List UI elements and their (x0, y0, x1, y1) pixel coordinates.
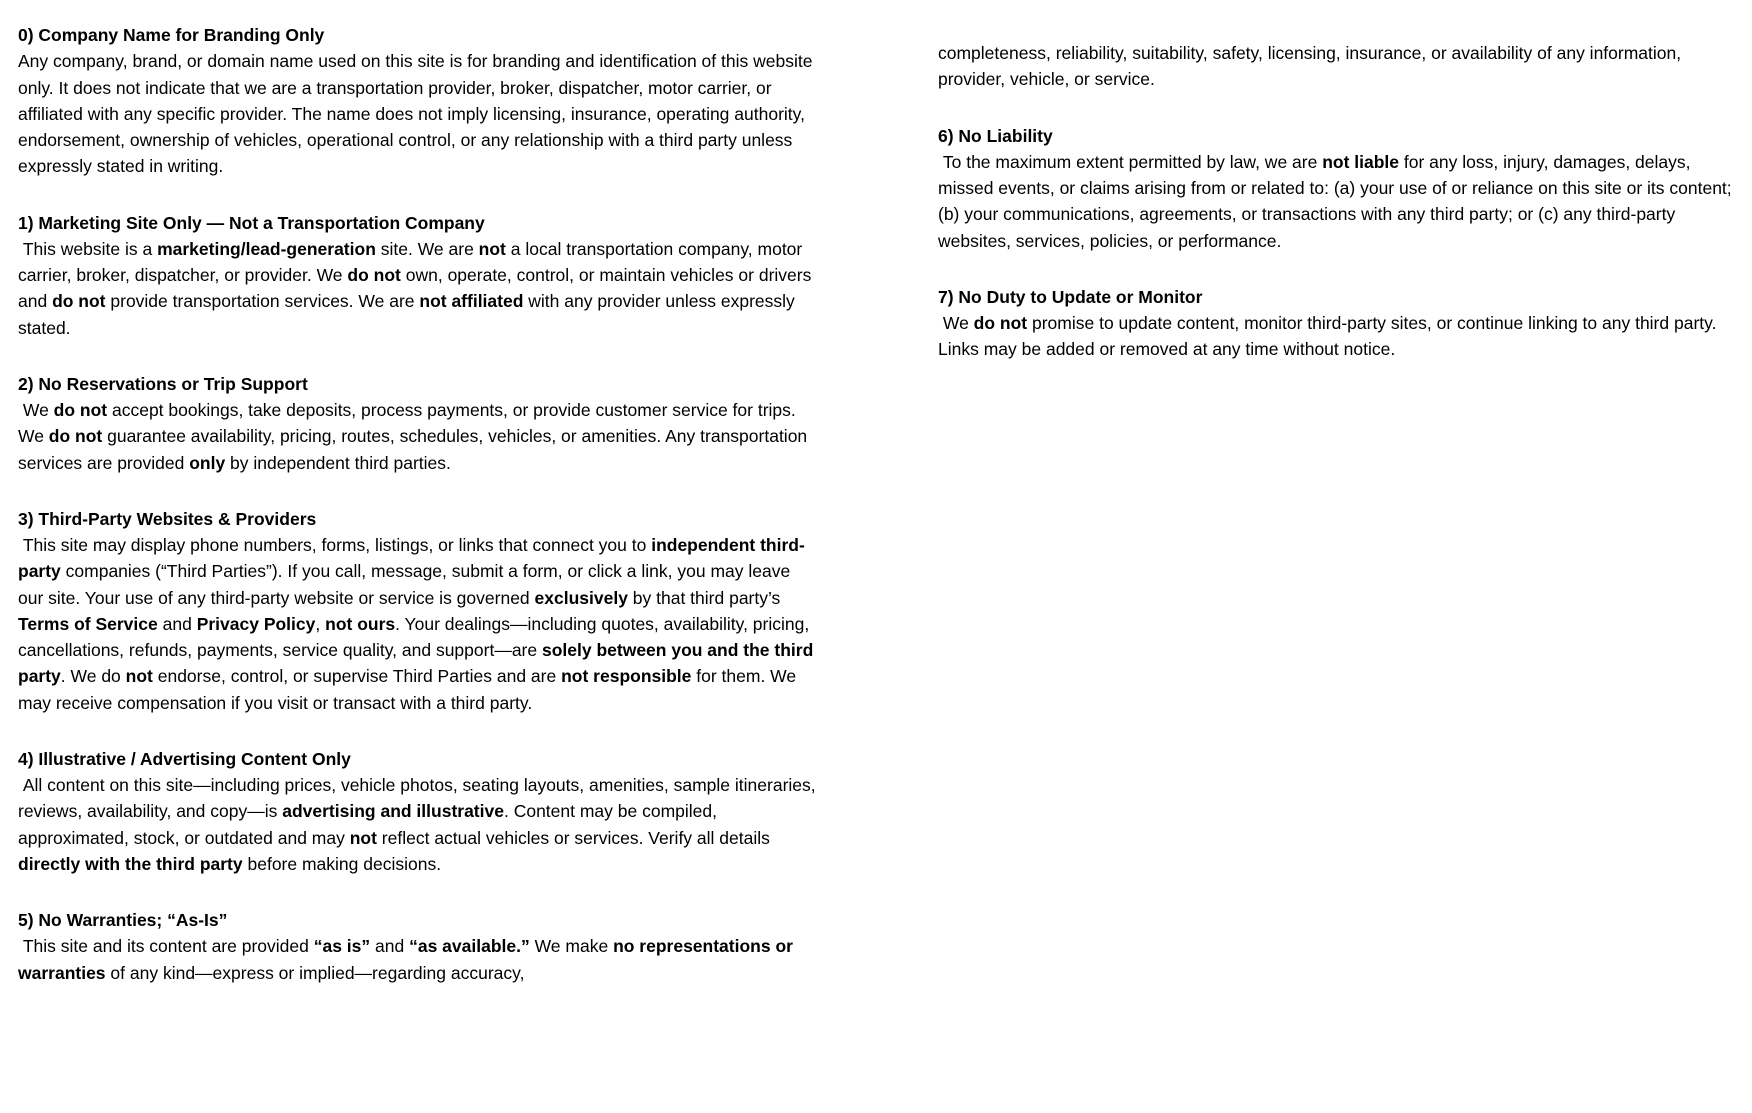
body-text: for any loss, injury, damages, delays, missed events, or claims arising from or related to: (a) your use of or reliance on this site or its content; (b) your communications, agreements, or transactions with any third party; or (c) any third-party websites, services, policies, or performance. (938, 151, 1732, 251)
body-text: promise to update content, monitor third-party sites, or continue linking to any third party. Links may be added or removed at any time without notice. (938, 313, 1717, 360)
body-text: This website is a (18, 238, 158, 259)
body-text: Any company, brand, or domain name used on this site is for branding and identification of this website only. It does not indicate that we are a transportation provider, broker, dispatcher, motor carrier, or affiliated with any specific provider. The name does not imply licensing, insurance, operating authority, endorsement, ownership of vehicles, operational control, or any relationship with a third party unless expressly stated in writing. (18, 51, 813, 177)
section (18, 506, 818, 716)
section-heading: 5) No Warranties; “As-Is” (18, 910, 228, 930)
body-text: provide transportation services. We are (105, 291, 420, 312)
body-text: All content on this site—including prices, vehicle photos, seating layouts, amenities, sample itineraries, reviews, availability, and copy—is (18, 775, 816, 822)
body-text-bold: do not (347, 265, 401, 285)
section-heading: 3) Third-Party Websites & Providers (18, 508, 317, 529)
section (18, 210, 818, 341)
body-text: site. We are (375, 238, 479, 259)
body-text-bold: do not (53, 400, 108, 420)
body-text-bold: “as available.” (409, 936, 530, 957)
section (18, 746, 818, 877)
section (938, 123, 1738, 254)
section (18, 22, 818, 180)
body-text: a local transportation company, motor carrier, broker, dispatcher, or provider. We (18, 238, 803, 285)
section-heading: 1) Marketing Site Only — Not a Transportation Company (18, 212, 485, 233)
section (938, 284, 1738, 363)
body-text-bold: not affiliated (419, 291, 524, 312)
body-text-bold: not ours (325, 613, 396, 634)
body-text: and (157, 613, 197, 634)
body-text-bold: independent third-party (18, 535, 805, 582)
body-text: by independent third parties. (225, 452, 451, 473)
body-text-bold: not liable (1322, 151, 1400, 172)
body-text: . Content may be compiled, approximated, stock, or outdated and may (18, 801, 717, 848)
body-text: of any kind—express or implied—regarding accuracy, (105, 962, 525, 983)
section-heading: 4) Illustrative / Advertising Content Only (18, 748, 351, 769)
body-text: This site and its content are provided (18, 936, 314, 957)
body-text-bold: do not (48, 426, 103, 447)
body-text: by that third party’s (627, 587, 781, 608)
body-text: companies (“Third Parties”). If you call, message, submit a form, or click a link, you may leave our site. Your use of any third-party website or service is governed (18, 561, 791, 608)
body-text: guarantee availability, pricing, routes, schedules, vehicles, or amenities. Any transportation services are provided (18, 426, 808, 473)
body-text-bold: not (478, 238, 506, 259)
body-text: We (938, 313, 974, 333)
section-continuation (938, 40, 1738, 93)
body-text: endorse, control, or supervise Third Parties and are (152, 666, 562, 687)
body-text-bold: advertising and illustrative (282, 801, 504, 822)
body-text: This site may display phone numbers, forms, listings, or links that connect you to (18, 535, 652, 555)
body-text-bold: directly with the third party (18, 853, 243, 874)
body-text: own, operate, control, or maintain vehicles or drivers and (18, 265, 812, 312)
body-text: To the maximum extent permitted by law, we are (938, 151, 1323, 172)
body-text: before making decisions. (242, 853, 442, 874)
section-heading: 7) No Duty to Update or Monitor (938, 286, 1203, 307)
body-text: for them. We may receive compensation if you visit or transact with a third party. (18, 666, 797, 713)
column-right (938, 22, 1738, 363)
body-text-bold: do not (973, 313, 1028, 333)
body-text: . We do (60, 666, 126, 687)
body-text: completeness, reliability, suitability, safety, licensing, insurance, or availability of any information, provider, vehicle, or service. (938, 43, 1682, 90)
body-text: . Your dealings—including quotes, availability, pricing, cancellations, refunds, payments, service quality, and support—are (18, 613, 810, 660)
body-text: with any provider unless expressly stated. (18, 291, 795, 338)
body-text-bold: only (189, 452, 226, 473)
column-left (18, 22, 818, 986)
body-text-bold: not responsible (561, 666, 692, 687)
section (18, 371, 818, 476)
body-text: and (370, 936, 410, 957)
body-text-bold: solely between you and the third party (18, 640, 814, 687)
section-heading: 6) No Liability (938, 125, 1053, 146)
body-text-bold: “as is” (313, 936, 371, 957)
body-text-bold: not (125, 666, 153, 687)
body-text-bold: no representations or warranties (18, 936, 793, 983)
body-text: We make (529, 936, 614, 957)
body-text: accept bookings, take deposits, process payments, or provide customer service for trips. We (18, 400, 796, 447)
body-text-bold: marketing/lead-generation (157, 238, 376, 259)
body-text: reflect actual vehicles or services. Verify all details (376, 827, 770, 848)
body-text-bold: exclusively (534, 587, 628, 608)
body-text-bold: Privacy Policy (196, 613, 316, 634)
body-text-bold: not (349, 827, 377, 848)
section-heading: 2) No Reservations or Trip Support (18, 373, 308, 394)
body-text-bold: Terms of Service (18, 613, 158, 634)
section-heading: 0) Company Name for Branding Only (18, 25, 325, 45)
body-text: We (18, 400, 54, 420)
body-text-bold: do not (52, 291, 106, 312)
body-text: , (315, 613, 326, 634)
section (18, 907, 818, 986)
